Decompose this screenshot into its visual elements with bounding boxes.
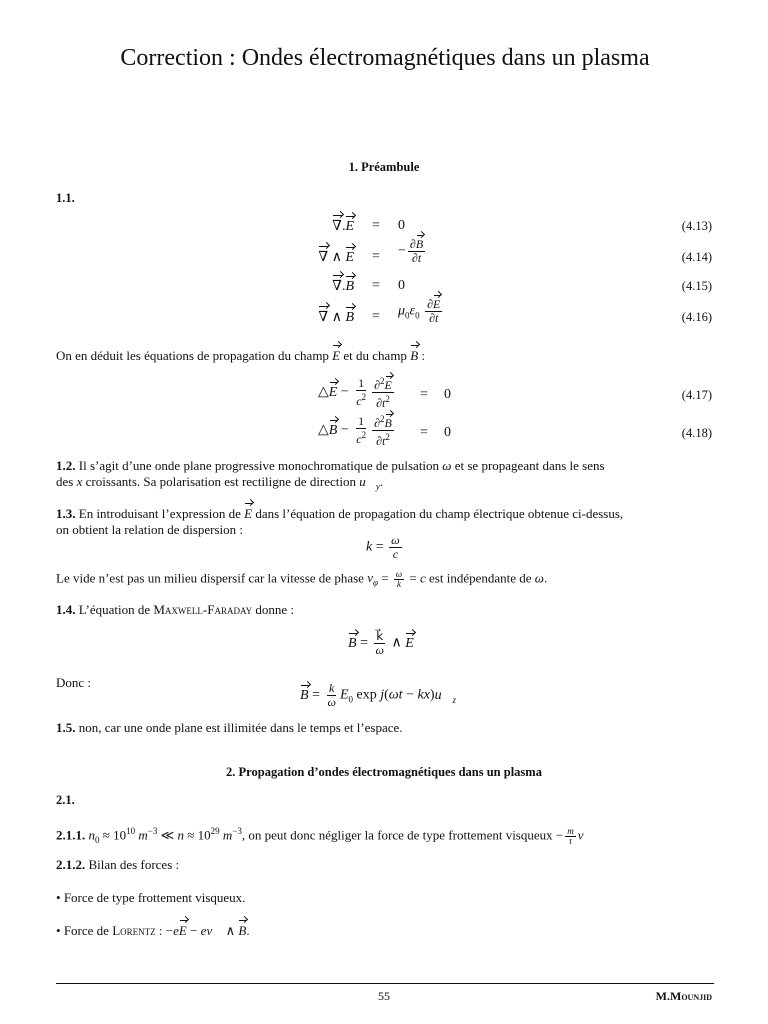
answer-1-5: 1.5. non, car une onde plane est illimitée dans le temps et l’espace.	[56, 720, 403, 735]
footer-rule	[56, 983, 714, 984]
equation-rhs: 0	[444, 387, 451, 402]
bullet-item-lorentz: • Force de Lorentz : −eE − ev⃗ ∧ B.	[56, 923, 250, 938]
equals-sign: =	[372, 218, 380, 233]
equation-rhs: $\mu_0\varepsilon_0$ $\frac{\partial E}{\partial t}$	[398, 297, 441, 325]
answer-2-1-2: 2.1.2. Bilan des forces :	[56, 857, 180, 872]
footer-author: M.Mounjid	[655, 989, 712, 1003]
deduction-paragraph: On en déduit les équations de propagation du champ E et du champ B :	[56, 348, 426, 363]
question-label-1-1: 1.1.	[56, 191, 75, 205]
equation-lhs: ∇ ∧ E	[318, 250, 354, 265]
b-field-expression: B = $\frac{k}{\omega}$ $E_0$ $\exp j(\omega t - kx)u⃗_z$	[300, 681, 456, 709]
equation-number: (4.17)	[681, 388, 712, 402]
donc-label: Donc :	[56, 675, 92, 690]
answer-1-2: 1.2. Il s’agit d’une onde plane progressive monochromatique de pulsation ω et se propageant dans le sens des x croissants. Sa polarisation est rectiligne de direction $u⃗_y$.	[56, 458, 605, 492]
equation-rhs: 0	[444, 425, 451, 440]
equation-number: (4.15)	[681, 279, 712, 293]
answer-2-1-1: 2.1.1. $n_0 \approx 10^{10}$ $m^{-3}$ ≪ $n \approx 10^{29}$ $m^{-3}$, on peut donc négliger la force de type frottement visqueux − $\frac{m}{\tau}$ v⃗	[56, 825, 594, 846]
answer-1-3: 1.3. En introduisant l’expression de E dans l’équation de propagation du champ électrique obtenue ci-dessus, on obtient la relation de dispersion :	[56, 506, 624, 537]
equation-number: (4.14)	[681, 250, 712, 264]
equals-sign: =	[420, 387, 428, 402]
equation-rhs: − $\frac{\partial B}{\partial t}$	[398, 237, 424, 265]
dispersion-relation: k = $\frac{\omega}{c}$	[366, 533, 400, 561]
page-number: 55	[378, 989, 390, 1003]
faraday-equation: B = $\frac{k⃗}{\omega}$ ∧ E	[348, 629, 414, 657]
section-heading-1: 1. Préambule	[348, 160, 420, 174]
equation-lhs: ∇.E	[332, 219, 354, 234]
equation-number: (4.13)	[681, 219, 712, 233]
equation-lhs: △B − $\frac{1}{c^2}$ $\frac{\partial^2B}{\partial t^2}$	[318, 414, 392, 448]
bullet-icon: •	[56, 890, 61, 905]
bullet-item-friction: • Force de type frottement visqueux.	[56, 890, 246, 905]
equation-rhs: 0	[398, 218, 405, 233]
equation-number: (4.18)	[681, 426, 712, 440]
equation-lhs: ∇.B	[332, 279, 354, 294]
equals-sign: =	[420, 425, 428, 440]
equation-number: (4.16)	[681, 310, 712, 324]
equation-lhs: △E − $\frac{1}{c^2}$ $\frac{\partial^2E}{\partial t^2}$	[318, 376, 392, 410]
phase-velocity-paragraph: Le vide n’est pas un milieu dispersif car la vitesse de phase $v_\varphi$ = $\frac{\omega}{k}$ = c est indépendante de ω.	[56, 569, 548, 589]
equals-sign: =	[372, 249, 380, 264]
bullet-icon: •	[56, 923, 61, 938]
equation-rhs: 0	[398, 278, 405, 293]
section-heading-2: 2. Propagation d’ondes électromagnétiques dans un plasma	[226, 765, 542, 779]
answer-1-4: 1.4. L’équation de Maxwell-Faraday donne :	[56, 602, 295, 617]
equals-sign: =	[372, 309, 380, 324]
equation-lhs: ∇ ∧ B	[318, 310, 354, 325]
equals-sign: =	[372, 278, 380, 293]
page-title: Correction : Ondes électromagnétiques dans un plasma	[120, 45, 650, 71]
question-label-2-1: 2.1.	[56, 793, 75, 807]
